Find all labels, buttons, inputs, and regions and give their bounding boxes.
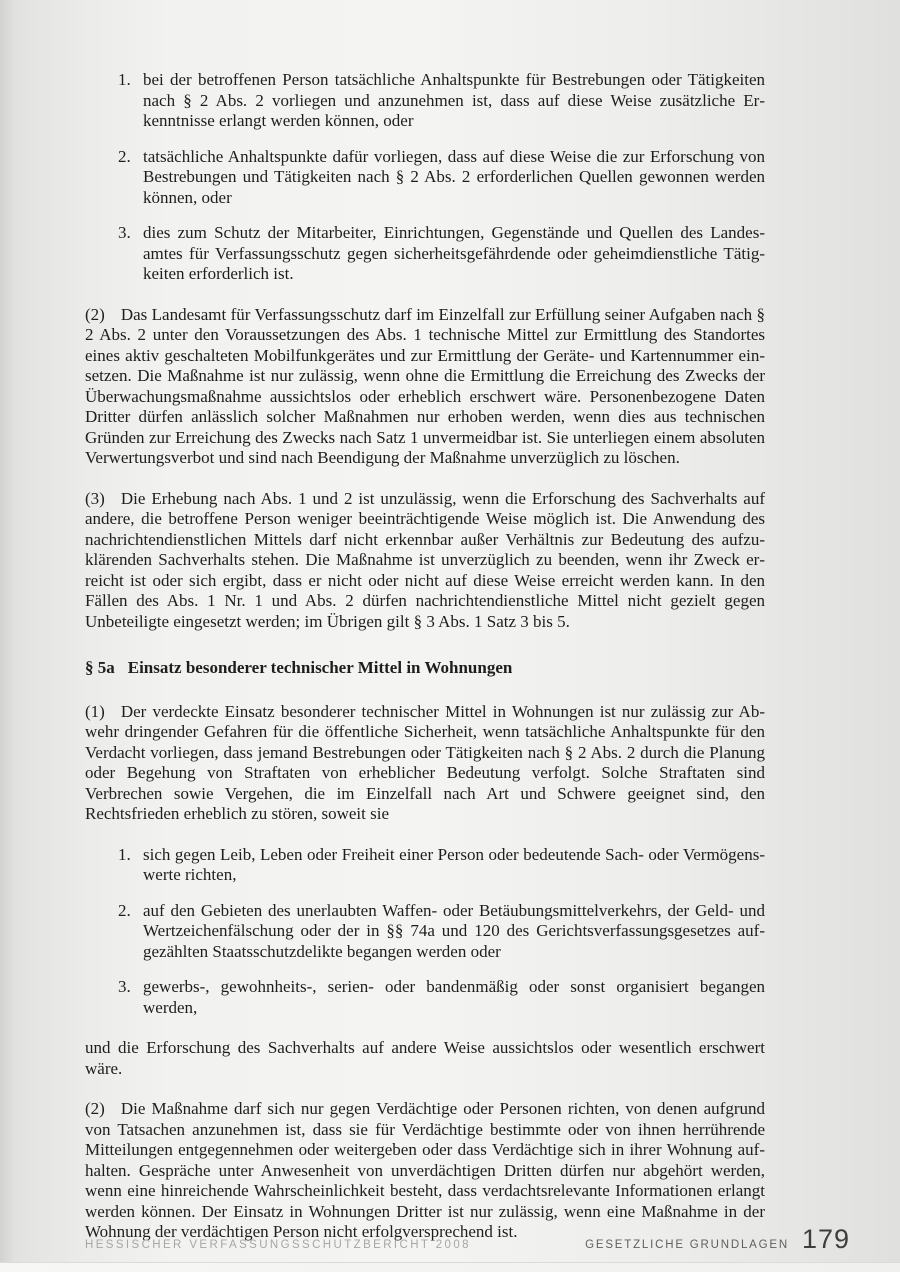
- paragraph-marker: (2): [85, 1099, 105, 1118]
- list-item: [85, 147, 765, 209]
- footer-right-group: [585, 1224, 850, 1255]
- footer-section-title: GESETZLICHE GRUNDLAGEN: [585, 1239, 789, 1251]
- paragraph-marker: (1): [85, 701, 105, 721]
- paragraph-marker: (2): [85, 304, 105, 324]
- list-item: [85, 223, 765, 285]
- list-item-text: tatsächliche Anhaltspunkte dafür vorliegen, dass auf diese Weise die zur Erforschung von Bestrebungen und Tätigkeiten nach § 2 Abs. 2 erforderlichen Quellen gewonnen werden können, oder: [143, 146, 765, 207]
- paragraph-text: Die Maßnahme darf sich nur gegen Verdächtige oder Personen richten, von denen aufgrund von Tatsachen anzunehmen ist, dass sie für Verdächtige bestimmte oder von ihnen herrührende Mitteilungen entgegennehmen oder weitergeben oder dass Verdächtige sich in ihrer Wohnung aufhalten. Gespräche unter Anwesenheit von unverdächtigen Dritten dürfen nur abgehört werden, wenn eine hinreichende Wahrscheinlichkeit besteht, dass verdachtsrelevante Informationen erlangt werden können. Der Einsatz in Wohnungen Dritter ist nur zulässig, wenn eine Maßnahme in der Wohnung der verdächtigen Person nicht erfolgversprechend ist.: [85, 1099, 765, 1241]
- paragraph-abs-3: [85, 489, 765, 633]
- section-heading-5a: [85, 658, 765, 679]
- list-item-text: bei der betroffenen Person tatsächliche Anhaltspunkte für Bestrebungen oder Tätigkeiten nach § 2 Abs. 2 vorliegen und anzunehmen ist, dass auf diese Weise zusätzliche Erkenntnisse erlangt werden können, oder: [143, 70, 765, 130]
- section-ref: § 5a: [85, 658, 115, 677]
- list-item-text: dies zum Schutz der Mitarbeiter, Einrichtungen, Gegenstände und Quellen des Landesamtes für Verfassungsschutz gegen sicherheitsgefährdende oder geheimdienstliche Tätigkeiten erforderlich ist.: [143, 223, 765, 283]
- list-item: [85, 70, 765, 132]
- list-item-text: gewerbs-, gewohnheits-, serien- oder bandenmäßig oder sonst organisiert begangen werden,: [143, 977, 765, 1017]
- list-item: [85, 901, 765, 963]
- page-content: [85, 70, 765, 1263]
- paragraph-text: Der verdeckte Einsatz besonderer technischer Mittel in Wohnungen ist nur zulässig zur Abwehr dringender Gefahren für die öffentliche Sicherheit, wenn tatsächliche Anhaltspunkte für den Verdacht vorliegen, dass jemand Bestrebungen oder Tätigkeiten nach § 2 Abs. 2 durch die Planung oder Begehung von Straftaten von erheblicher Bedeutung verfolgt. Solche Straftaten sind Verbrechen sowie Vergehen, die im Einzelfall nach Art und Schwere geeignet sind, den Rechtsfrieden erheblich zu stören, soweit sie: [85, 701, 765, 823]
- numbered-list-offences: [85, 845, 765, 1019]
- paragraph-abs-2b: [85, 1099, 765, 1243]
- list-item-number: 3.: [118, 223, 131, 242]
- section-title: Einsatz besonderer technischer Mittel in Wohnungen: [127, 658, 513, 677]
- list-item-number: 1.: [118, 844, 131, 864]
- list-item-text: auf den Gebieten des unerlaubten Waffen- oder Betäubungsmittelverkehrs, der Geld- und Wertzeichenfälschung oder der in §§ 74a und 120 des Gerichtsverfassungsgesetzes aufgezählten Staatsschutzdelikte begangen werden oder: [143, 900, 765, 961]
- list-item-number: 2.: [118, 900, 131, 920]
- paragraph-text: Die Erhebung nach Abs. 1 und 2 ist unzulässig, wenn die Erforschung des Sachverhalts auf andere, die betroffene Person weniger beeinträchtigende Weise möglich ist. Die Anwendung des nachrichtendienstlichen Mittels darf nicht erkennbar außer Verhältnis zur Bedeutung des aufzuklärenden Sachverhalts stehen. Die Maßnahme ist unverzüglich zu beenden, wenn ihr Zweck erreicht ist oder sich ergibt, dass er nicht oder nicht auf diese Weise erreicht werden kann. In den Fällen des Abs. 1 Nr. 1 und Abs. 2 dürfen nachrichtendienstliche Mittel nicht gezielt gegen Unbeteiligte eingesetzt werden; im Übrigen gilt § 3 Abs. 1 Satz 3 bis 5.: [85, 488, 765, 631]
- list-item-number: 3.: [118, 977, 131, 996]
- list-item-text: sich gegen Leib, Leben oder Freiheit einer Person oder bedeutende Sach- oder Vermögenswerte richten,: [143, 844, 765, 884]
- page-footer: [85, 1224, 850, 1255]
- page-bottom-edge: [0, 1262, 900, 1272]
- list-item: [85, 977, 765, 1018]
- list-item-number: 1.: [118, 70, 131, 89]
- numbered-list-conditions: [85, 70, 765, 285]
- paragraph-abs-2: [85, 305, 765, 469]
- paragraph-text: Das Landesamt für Verfassungsschutz darf im Einzelfall zur Erfüllung seiner Aufgaben nach § 2 Abs. 2 unter den Voraussetzungen des Abs. 1 technische Mittel zur Ermittlung des Standortes eines aktiv geschalteten Mobilfunkgerätes und zur Ermittlung der Geräte- und Kartennummer einsetzen. Die Maßnahme ist nur zulässig, wenn ohne die Ermittlung die Erreichung des Zwecks der Überwachungsmaßnahme aussichtslos oder erheblich erschwert wäre. Personenbezogene Daten Dritter dürfen anlässlich solcher Maßnahmen nur erhoben werden, wenn dies aus technischen Gründen zur Erreichung des Zwecks nach Satz 1 unvermeidbar ist. Sie unterliegen einem absoluten Verwertungsverbot und sind nach Beendigung der Maßnahme unverzüglich zu löschen.: [85, 304, 765, 467]
- paragraph-abs-1: [85, 702, 765, 825]
- page-number: 179: [801, 1224, 850, 1254]
- list-closing-text: und die Erforschung des Sachverhalts auf andere Weise aussichtslos oder wesentlich erschwert wäre.: [85, 1038, 765, 1078]
- list-item: [85, 845, 765, 886]
- list-item-number: 2.: [118, 146, 131, 166]
- paragraph-marker: (3): [85, 488, 105, 508]
- footer-report-title: HESSISCHER VERFASSUNGSSCHUTZBERICHT 2008: [85, 1239, 471, 1251]
